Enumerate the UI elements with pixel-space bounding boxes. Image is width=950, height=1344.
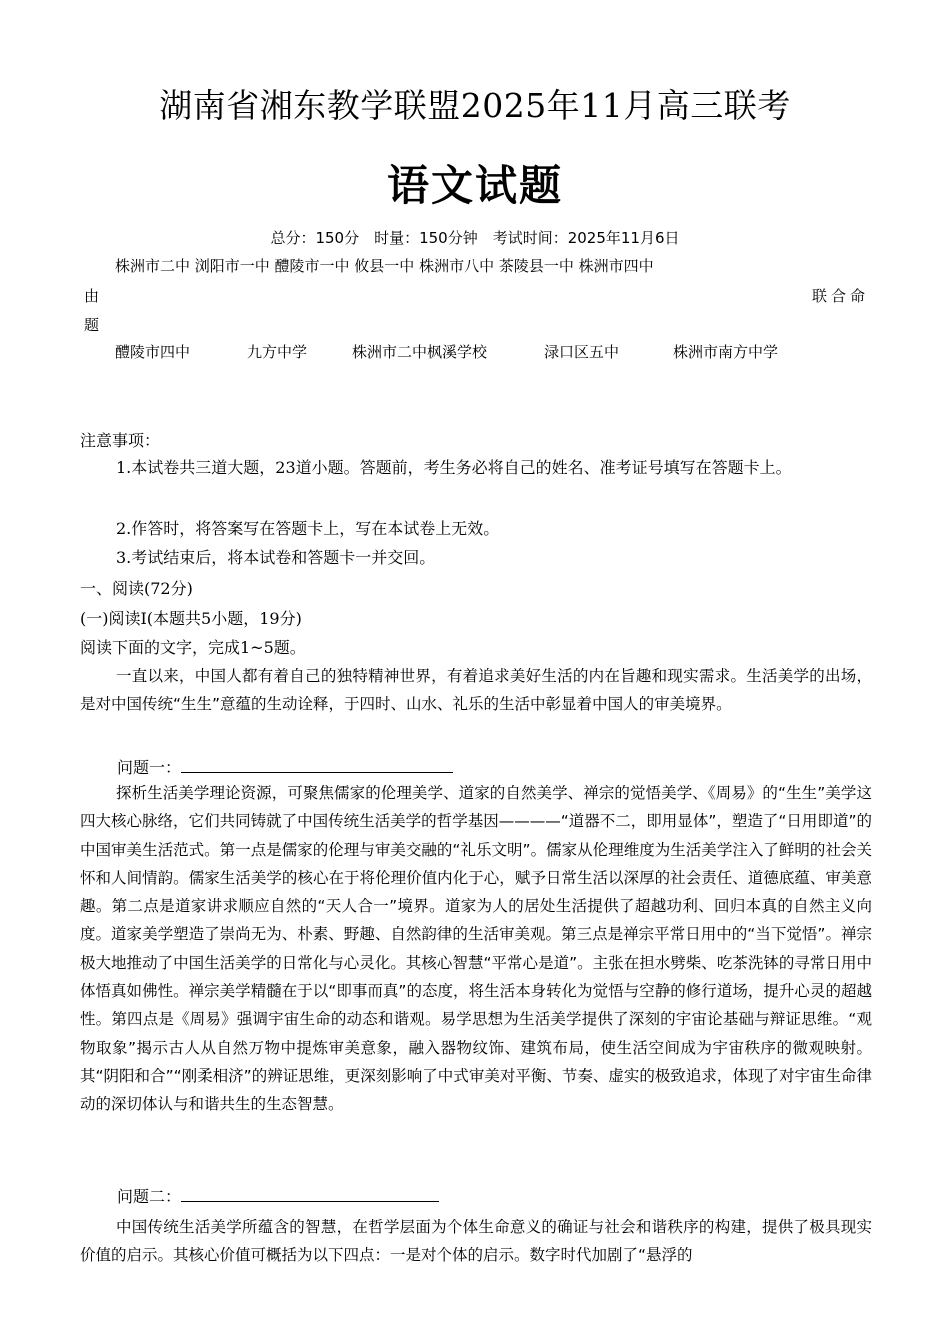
question-two-blank [181, 1185, 439, 1202]
exam-meta: 总分：150分 时量：150分钟 考试时间：2025年11月6日 [270, 229, 680, 247]
question-one [117, 755, 453, 778]
passage-paragraph-2: 探析生活美学理论资源，可聚焦儒家的伦理美学、道家的自然美学、禅宗的觉悟美学、《周易》的“生生”美学这四大核心脉络，它们共同铸就了中国传统生活美学的哲学基因————“道器不二，即用显体”，塑造了“日用即道”的中国审美生活范式。第一点是儒家的伦理与审美交融的“礼乐文明”。儒家从伦理维度为生活美学注入了鲜明的社会关怀和人间情韵。儒家生活美学的核心在于将伦理价值内化于心，赋予日常生活以深厚的社会责任、道德底蕴、审美意趣。第二点是道家讲求顺应自然的“天人合一”境界。道家为人的居处生活提供了超越功利、回归本真的自然主义向度。道家美学塑造了崇尚无为、朴素、野趣、自然韵律的生活审美观。第三点是禅宗平常日用中的“当下觉悟”。禅宗极大地推动了中国生活美学的日常化与心灵化。其核心智慧“平常心是道”。主张在担水劈柴、吃茶洗钵的寻常日用中体悟真如佛性。禅宗美学精髓在于以“即事而真”的态度，将生活本身转化为觉悟与空静的修行道场，提升心灵的超越性。第四点是《周易》强调宇宙生命的动态和谐观。易学思想为生活美学提供了深刻的宇宙论基础与辩证思维。“观物取象”揭示古人从自然万物中提炼审美意象，融入器物纹饰、建筑布局，使生活空间成为宇宙秩序的微观映射。其“阴阳和合”“刚柔相济”的辨证思维，更深刻影响了中式审美对平衡、节奏、虚实的极致追求，体现了对宇宙生命律动的深切体认与和谐共生的生态智慧。 [80, 784, 872, 1114]
notes-item-3: 3.考试结束后，将本试卷和答题卡一并交回。 [116, 548, 436, 567]
schools-line-2-a: 醴陵市四中 [115, 343, 191, 361]
question-one-blank [181, 756, 453, 773]
notes-item-2: 2.作答时，将答案写在答题卡上，写在本试卷上无效。 [116, 519, 500, 538]
schools-line-2-b: 九方中学 [247, 343, 308, 361]
section-instruction: 阅读下面的文字，完成1~5题。 [80, 638, 306, 657]
subject-title: 语文试题 [386, 161, 563, 210]
schools-line-2-e: 株洲市南方中学 [673, 343, 779, 361]
section-part-1: 一、阅读(72分) [80, 579, 193, 598]
schools-line-2-c: 株洲市二中枫溪学校 [352, 343, 488, 361]
question-one-label: 问题一： [117, 758, 182, 777]
schools-line-1: 株洲市二中 浏阳市一中 醴陵市一中 攸县一中 株洲市八中 茶陵县一中 株洲市四中 [115, 257, 654, 275]
notes-item-1: 1.本试卷共三道大题，23道小题。答题前，考生务必将自己的姓名、准考证号填写在答题卡上。 [116, 458, 792, 477]
section-sub-1: (一)阅读Ⅰ(本题共5小题，19分) [80, 609, 302, 628]
schools-right-text: 联合命 [812, 287, 870, 305]
notes-heading: 注意事项： [80, 431, 161, 450]
question-two-label: 问题二： [117, 1187, 182, 1206]
schools-left-char-2: 题 [84, 316, 100, 334]
schools-left-char-1: 由 [84, 287, 100, 305]
passage-paragraph-3: 中国传统生活美学所蕴含的智慧，在哲学层面为个体生命意义的确证与社会和谐秩序的构建，提供了极具现实价值的启示。其核心价值可概括为以下四点：一是对个体的启示。数字时代加剧了“悬浮的 [80, 1218, 872, 1265]
passage-paragraph-1: 一直以来，中国人都有着自己的独特精神世界，有着追求美好生活的内在旨趣和现实需求。生活美学的出场，是对中国传统“生生”意蕴的生动诠释，于四时、山水、礼乐的生活中彰显着中国人的审美境界。 [80, 667, 872, 714]
question-two [117, 1184, 439, 1207]
schools-line-2-d: 渌口区五中 [544, 343, 620, 361]
exam-title: 湖南省湘东教学联盟2025年11月高三联考 [159, 86, 791, 125]
